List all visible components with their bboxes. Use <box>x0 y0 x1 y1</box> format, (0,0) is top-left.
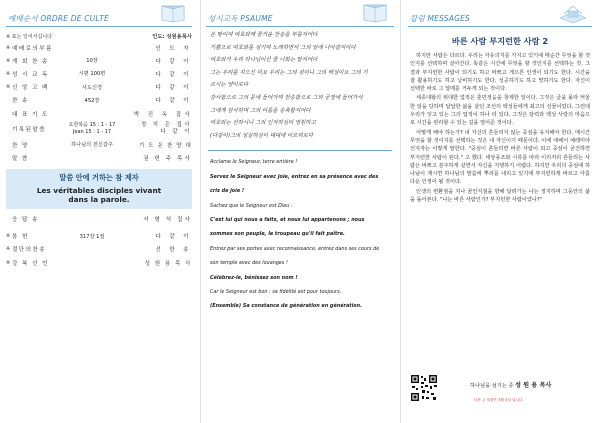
order-item <box>6 256 192 269</box>
psalm-fr-line: cris de joie ! <box>210 188 245 195</box>
psalm-column <box>200 0 400 423</box>
message-paragraph: 인생의 변환점을 지나 꿈인지점을 향해 달려가는 나는 정지하며 그동안의 삶을 돌아본다. "나는 바른 사람인가? 부지런한 사람이었나?" <box>410 188 590 204</box>
presider: 인도: 성원용목사 <box>152 34 192 40</box>
psalm-fr-line: (Ensemble) Sa constance de génération en génération. <box>210 303 362 310</box>
order-item-label: 찬 양 <box>12 142 29 149</box>
sermon-title-banner <box>6 169 192 209</box>
order-subheader <box>6 31 192 41</box>
order-item-leader: 선 한 송 <box>155 247 192 254</box>
signature-name: 성 원 용 목사 <box>515 382 552 389</box>
sermon-title-fr-line1: Les véritables disciples vivant <box>36 185 162 195</box>
order-title: 예배순서 ORDRE DE CULTE <box>8 14 110 23</box>
psalm-fr-line: son temple avec des louanges ! <box>210 260 288 267</box>
order-item-label: 봉 헌 <box>12 234 29 241</box>
order-item-label: 개 회 찬 송 <box>12 58 49 65</box>
psalm-line: 그는 우리를 지으신 이요 우리는 그의 것이니 그의 백성이요 그의 기 <box>210 69 368 76</box>
footnote: 다음 주 말씀은 3월 3일 입니다. <box>474 398 524 402</box>
choir-name: 기 도 온 찬 양 대 <box>138 142 192 149</box>
order-item <box>6 81 192 94</box>
order-item <box>6 94 192 107</box>
book-illustration-icon <box>358 2 392 24</box>
order-header <box>6 0 192 27</box>
psalm-header <box>206 0 394 27</box>
order-item-detail: 452장 <box>84 97 100 104</box>
standing-mark: ※ <box>6 84 11 91</box>
order-item-detail: 시편 100편 <box>78 71 106 78</box>
order-item-leader: 성 원 용 목 사 <box>144 260 192 267</box>
order-list <box>6 41 192 165</box>
signature-prefix: 하나님을 섬기는 종 <box>470 383 514 389</box>
order-item <box>6 67 192 80</box>
psalm-korean <box>206 29 394 142</box>
scripture-references <box>50 122 134 136</box>
scripture-ko: 요한복음 15 : 1 - 17 <box>68 122 116 129</box>
message-paragraph: 어떻게 해야 하는가? 내 자신의 흔들리지 않는 중심을 유지해야 한다. 매시간 무엇을 할 것이지를 선택하는 것은 내 자신이기 때문이다. 이에 대해서 예레미야 선지자는 이렇게 말한다. "중심이 흔들리면 바른 사람이 되고 중심이 굳건하면 부지런한 사람이 된다." 고 했다. 세상풍조와 시류를 따라 이리저리 흔들리는 사람은 바쁘고 분주하게 살면서 자신을 지탱하기 어렵다. 하지만 우리의 중심에 하나님이 계시면 하나님의 말씀에 뿌리를 내리고 있기에 부지런하게 바르고 아름다운 인생이 될 것이다. <box>410 129 590 186</box>
sermon-title-ko: 말씀 안에 거하는 참 제자 <box>59 172 139 182</box>
standing-mark: ※ <box>6 44 11 51</box>
scripture-readers <box>134 122 192 136</box>
order-item-leader: 다 같 이 <box>155 98 192 105</box>
choir-row <box>6 138 192 151</box>
order-item-leader: 다 같 이 <box>155 71 192 78</box>
signature <box>470 380 551 389</box>
order-item-leader: 다 같 이 <box>155 58 192 65</box>
psalm-title: 성시교독 PSAUME <box>208 14 273 23</box>
order-item-detail: 317장 1절 <box>79 233 105 240</box>
psalm-line: 감사함으로 그의 문에 들어가며 찬송함으로 그의 궁정에 들어가서 <box>210 94 363 101</box>
order-item <box>6 107 192 120</box>
psalm-line: 여호와는 선하시니 그의 인자하심이 영원하고 <box>210 120 316 127</box>
order-item <box>6 213 192 226</box>
section-divider <box>208 150 392 151</box>
order-item-label: 강 복 선 언 <box>12 260 49 267</box>
order-item-label: 대 표 기 도 <box>12 111 49 118</box>
standing-mark: ※ <box>6 233 11 240</box>
order-item-leader: 다 같 이 <box>155 234 192 241</box>
book-illustration-icon <box>156 2 190 24</box>
psalm-line: 르시는 양이로다 <box>210 82 249 89</box>
standing-note: ※ 표는 일어서십니다. <box>6 33 54 40</box>
order-item-leader: 서 형 석 집사 <box>143 217 192 224</box>
psalm-line: 그에게 감사하며 그의 이름을 송축할지어다 <box>210 107 311 114</box>
order-list-after-sermon <box>6 213 192 270</box>
reader-name: 정 지 은 집사 <box>140 122 192 129</box>
order-item-label: 성 시 교 독 <box>12 71 49 78</box>
standing-mark: ※ <box>6 70 11 77</box>
scripture-reading-row <box>6 120 192 138</box>
order-item-detail: 사도신경 <box>81 84 103 91</box>
order-item-leader: 박 진 옥 집사 <box>134 111 194 118</box>
standing-mark: ※ <box>6 246 11 253</box>
order-item <box>6 41 192 54</box>
order-item <box>6 54 192 67</box>
order-item-label: 예배로의부름 <box>12 45 53 52</box>
order-item-label: 말 씀 <box>12 155 29 162</box>
qr-code-icon <box>410 374 438 402</box>
message-header <box>408 0 592 27</box>
sermon-row <box>6 151 192 164</box>
psalm-fr-line: Servez le Seigneur avec joie, entrez en sa présence avec des <box>210 173 379 180</box>
psalm-fr-line: Sachez que le Seigneur est Dieu : <box>210 202 293 209</box>
order-item-label: 응 답 송 <box>12 217 39 224</box>
standing-mark: ※ <box>6 57 11 64</box>
order-item-detail: 10장 <box>86 58 98 65</box>
order-item-leader: 인 도 자 <box>155 45 192 52</box>
message-heading: 바른 사람 부지런한 사람 2 <box>451 36 549 46</box>
order-item-leader: 다 같 이 <box>155 85 192 92</box>
order-item <box>6 230 192 243</box>
order-item-label: 기록된말씀 <box>12 127 47 134</box>
sermon-title-fr-line2: dans la parole. <box>68 194 130 204</box>
order-column <box>0 0 200 423</box>
psalm-fr-line: Acclame le Seigneur, terre entière ! <box>210 159 298 166</box>
message-paragraph: 하지만 사람은 다르다. 우리는 자유의지를 가지고 있기에 매순간 무엇을 할 것인지를 선택하며 살아간다. 똑같은 시간에 무엇을 할 것인지를 선택하는 것. 그 결과 부지런한 사람이 되기도 하고 바쁘고 게으른 인생이 되기도 한다. 시간을 잘 활용하기도 하고 낭비하기도 한다. 성공하기도 하고 망하기도 한다. 자신이 선택한 바로 그 열매를 거두게 되는 것이다. <box>410 53 590 93</box>
order-item <box>6 243 192 256</box>
message-body <box>408 52 592 204</box>
scripture-fr: Jean 15 : 1 - 17 <box>72 129 112 136</box>
order-item-label: 신 앙 고 백 <box>12 85 49 92</box>
message-title: 칼럼 MESSAGES <box>410 14 470 23</box>
psalm-fr-line: Entrez par ses portes avec reconnaissance, entrez dans ses cours de <box>210 245 380 252</box>
psalm-line: 온 땅이여 여호와께 즐거운 찬송을 부를지어다 <box>210 32 318 38</box>
psalm-fr-line: C'est lui qui nous a faits, et nous lui appartenons ; nous <box>210 216 365 223</box>
psalm-fr-line: sommes son peuple, le troupeau qu'il fait paître. <box>210 231 345 238</box>
reader-all: 다 같 이 <box>160 129 192 136</box>
order-item-label: 결단의찬송 <box>12 247 47 254</box>
choir-song: 하나님의 전신갑주 <box>71 142 113 149</box>
psalm-line: 여호와가 우리 하나님이신 줄 너희는 알지어다 <box>210 57 318 64</box>
message-paragraph: 세종대왕의 위대한 업적은 훈민정음을 창제한 일이다. 그것은 글을 몰라 억울한 일을 당하며 답답한 삶을 살던 조선의 백성들에게 최고의 선물이었다. 그런데 우리가 잊고 있는 그의 업적이 하나 더 있다. 그것은 담력과 백성 사랑의 마음으로 시간을 관리할 수 있는 길을 열어준 것이다. <box>410 95 590 127</box>
psalm-fr-line: Célébrez-le, bénissez son nom ! <box>210 274 298 281</box>
psalm-line: (다같이)그의 성실하심이 대대에 이르리로다 <box>210 132 314 139</box>
standing-mark: ※ <box>6 259 11 266</box>
psalm-fr-line: Car le Seigneur est bon : sa fidélité est pour toujours, <box>210 289 342 295</box>
preacher-name: 권 헌 주 목사 <box>143 155 192 162</box>
psalm-line: 기쁨으로 여호와를 섬기며 노래하면서 그의 앞에 나아갈지어다 <box>210 44 356 51</box>
order-item-label: 찬 송 <box>12 98 29 105</box>
book-illustration-icon <box>556 2 590 24</box>
psalm-french <box>206 155 394 313</box>
message-column <box>400 0 600 423</box>
